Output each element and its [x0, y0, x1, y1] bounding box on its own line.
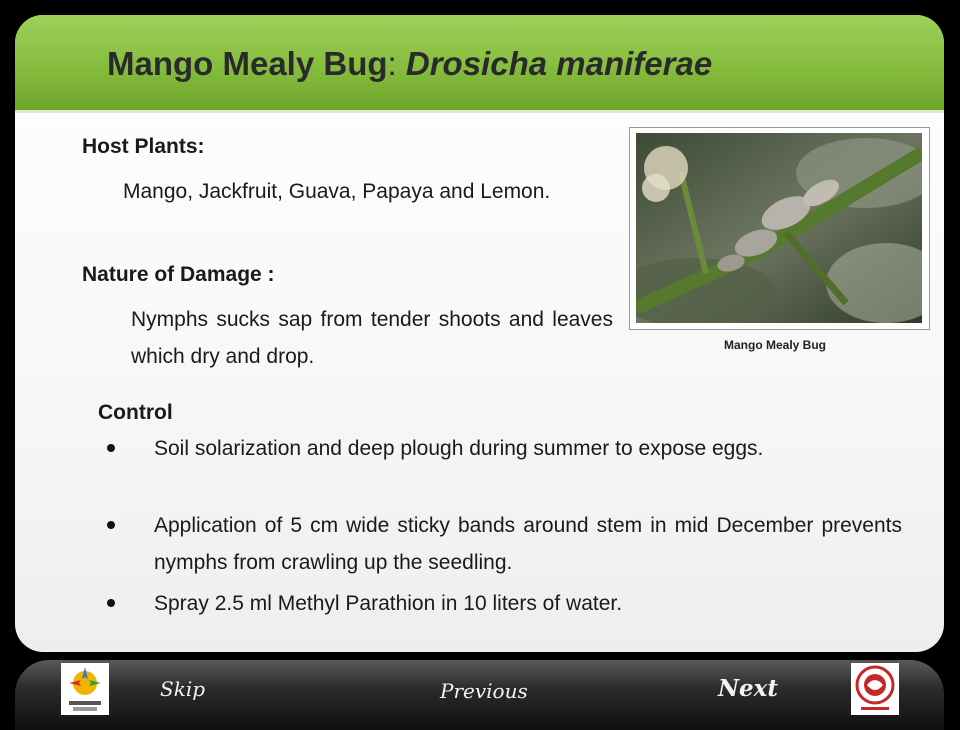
naip-logo — [61, 663, 109, 715]
control-list-item — [107, 585, 902, 622]
bullet-icon — [107, 521, 115, 529]
next-button[interactable]: Next — [718, 675, 778, 702]
previous-button[interactable]: Previous — [440, 679, 528, 703]
title-main: Mango Mealy Bug — [107, 45, 388, 82]
slide-title — [107, 45, 712, 83]
institute-emblem-logo — [851, 663, 899, 715]
control-item-text: Spray 2.5 ml Methyl Parathion in 10 liters of water. — [154, 592, 623, 615]
host-plants-heading: Host Plants: — [82, 135, 205, 158]
skip-button[interactable]: Skip — [160, 677, 206, 701]
control-item-text: Application of 5 cm wide sticky bands around stem in mid December prevents nymphs from crawling up the seedling. — [154, 514, 902, 574]
bullet-icon — [107, 599, 115, 607]
title-divider — [15, 110, 944, 113]
bullet-icon — [107, 444, 115, 452]
control-heading: Control — [98, 401, 173, 424]
mealy-bug-photo-frame — [629, 127, 930, 330]
host-plants-text-content: Mango, Jackfruit, Guava, Papaya and Lemon. — [123, 180, 551, 203]
mealy-bug-photo — [636, 133, 922, 323]
control-list-item — [107, 430, 902, 504]
control-list-item — [107, 507, 902, 581]
title-separator: : — [387, 45, 397, 82]
nature-of-damage-text: Nymphs sucks sap from tender shoots and leaves which dry and drop. — [131, 308, 613, 368]
slide-panel — [15, 15, 944, 652]
title-scientific-name: Drosicha maniferae — [405, 45, 713, 82]
photo-caption: Mango Mealy Bug — [723, 338, 826, 352]
control-item-text: Soil solarization and deep plough during summer to expose eggs. — [154, 437, 764, 460]
host-plants-text — [123, 173, 613, 210]
nature-of-damage-heading: Nature of Damage : — [82, 263, 275, 286]
